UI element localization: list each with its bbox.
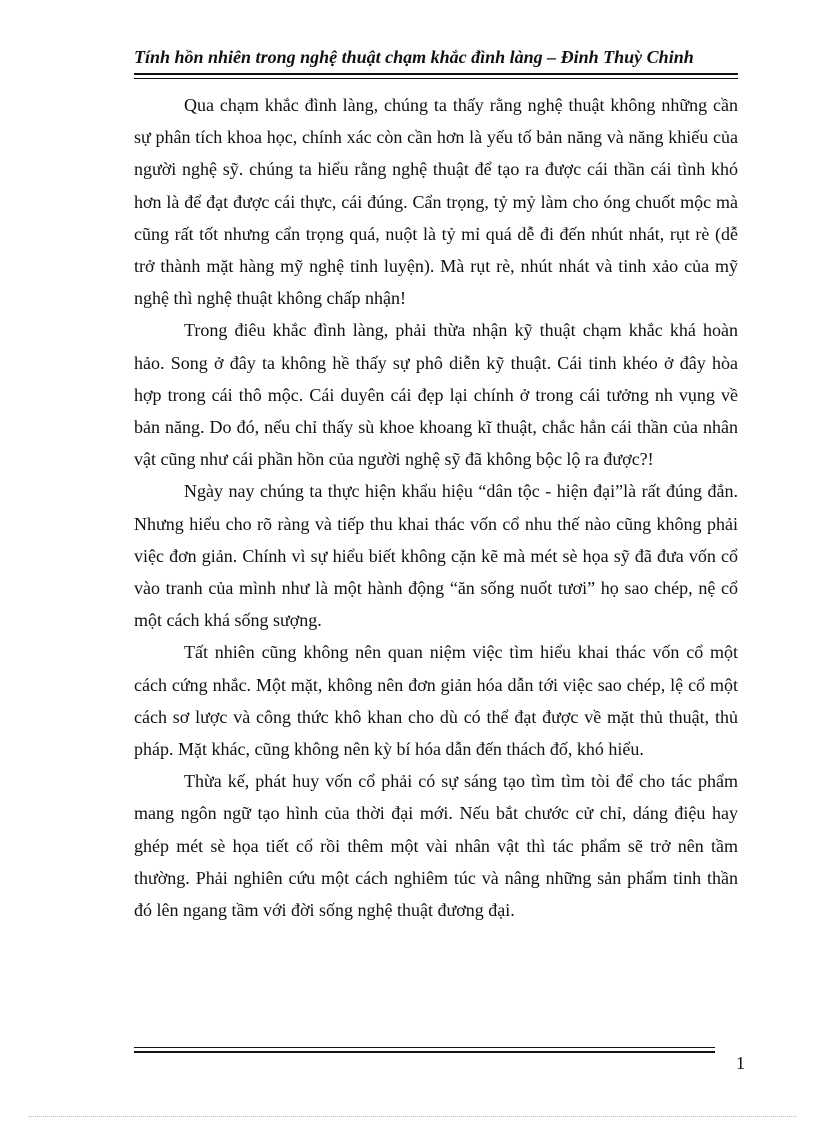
- page-edge-divider: [28, 1116, 796, 1117]
- paragraph: Qua chạm khắc đình làng, chúng ta thấy rằng nghệ thuật không những cần sự phân tích khoa học, chính xác còn cần hơn là yếu tố bản năng và năng khiếu của người nghệ sỹ. chúng ta hiểu rằng nghệ thuật để tạo ra được cái thần cái tình khó hơn là để đạt được cái thực, cái đúng. Cẩn trọng, tỷ mỷ làm cho óng chuốt mộc mà cũng rất tốt nhưng cẩn trọng quá, nuột là tỷ mỉ quá dễ đi đến nhút nhát, rụt rè (dễ trở thành mặt hàng mỹ nghệ tinh luyện). Mà rụt rè, nhút nhát và tinh xảo của mỹ nghệ thì nghệ thuật không chấp nhận!: [134, 95, 738, 309]
- header-rule: [134, 73, 738, 79]
- body-text: [134, 89, 738, 926]
- running-header: Tính hồn nhiên trong nghệ thuật chạm khắc đình làng – Đinh Thuỳ Chinh: [134, 47, 694, 67]
- paragraph: Tất nhiên cũng không nên quan niệm việc tìm hiểu khai thác vốn cổ một cách cứng nhắc. Một mặt, không nên đơn giản hóa dẫn tới việc sao chép, lệ cổ một cách sơ lược và công thức khô khan cho dù có thể đạt được về mặt thủ thuật, thủ pháp. Mặt khác, cũng không nên kỳ bí hóa dẫn đến thách đố, khó hiểu.: [134, 642, 738, 760]
- paragraph: Ngày nay chúng ta thực hiện khẩu hiệu “dân tộc - hiện đại”là rất đúng đắn. Nhưng hiểu cho rõ ràng và tiếp thu khai thác vốn cổ nhu thế nào cũng không phải việc đơn giản. Chính vì sự hiểu biết không cặn kẽ mà mét sè họa sỹ đã đưa vốn cổ vào tranh của mình như là một hành động “ăn sống nuốt tươi” họ sao chép, nệ cổ một cách khá sống sượng.: [134, 481, 738, 631]
- page-number: 1: [736, 1053, 745, 1073]
- footer-rule: [134, 1047, 715, 1053]
- paragraph: Thừa kế, phát huy vốn cổ phải có sự sáng tạo tìm tìm tòi để cho tác phẩm mang ngôn ngữ tạo hình của thời đại mới. Nếu bắt chước cử chỉ, dáng điệu hay ghép mét sè họa tiết cổ rồi thêm một vài nhân vật thì tác phẩm sẽ trở nên tầm thường. Phải nghiên cứu một cách nghiêm túc và nâng những sản phẩm tinh thần đó lên ngang tầm với đời sống nghệ thuật đương đại.: [134, 771, 738, 921]
- paragraph: Trong điêu khắc đình làng, phải thừa nhận kỹ thuật chạm khắc khá hoàn hảo. Song ở đây ta không hề thấy sự phô diễn kỹ thuật. Cái tinh khéo ở đây hòa hợp trong cái thô mộc. Cái duyên cái đẹp lại chính ở trong cái tưởng nh vụng về bản năng. Do đó, nếu chỉ thấy sù khoe khoang kĩ thuật, chắc hẳn cái thần của nhân vật cũng như cái phần hồn của người nghệ sỹ đã không bộc lộ ra được?!: [134, 320, 738, 470]
